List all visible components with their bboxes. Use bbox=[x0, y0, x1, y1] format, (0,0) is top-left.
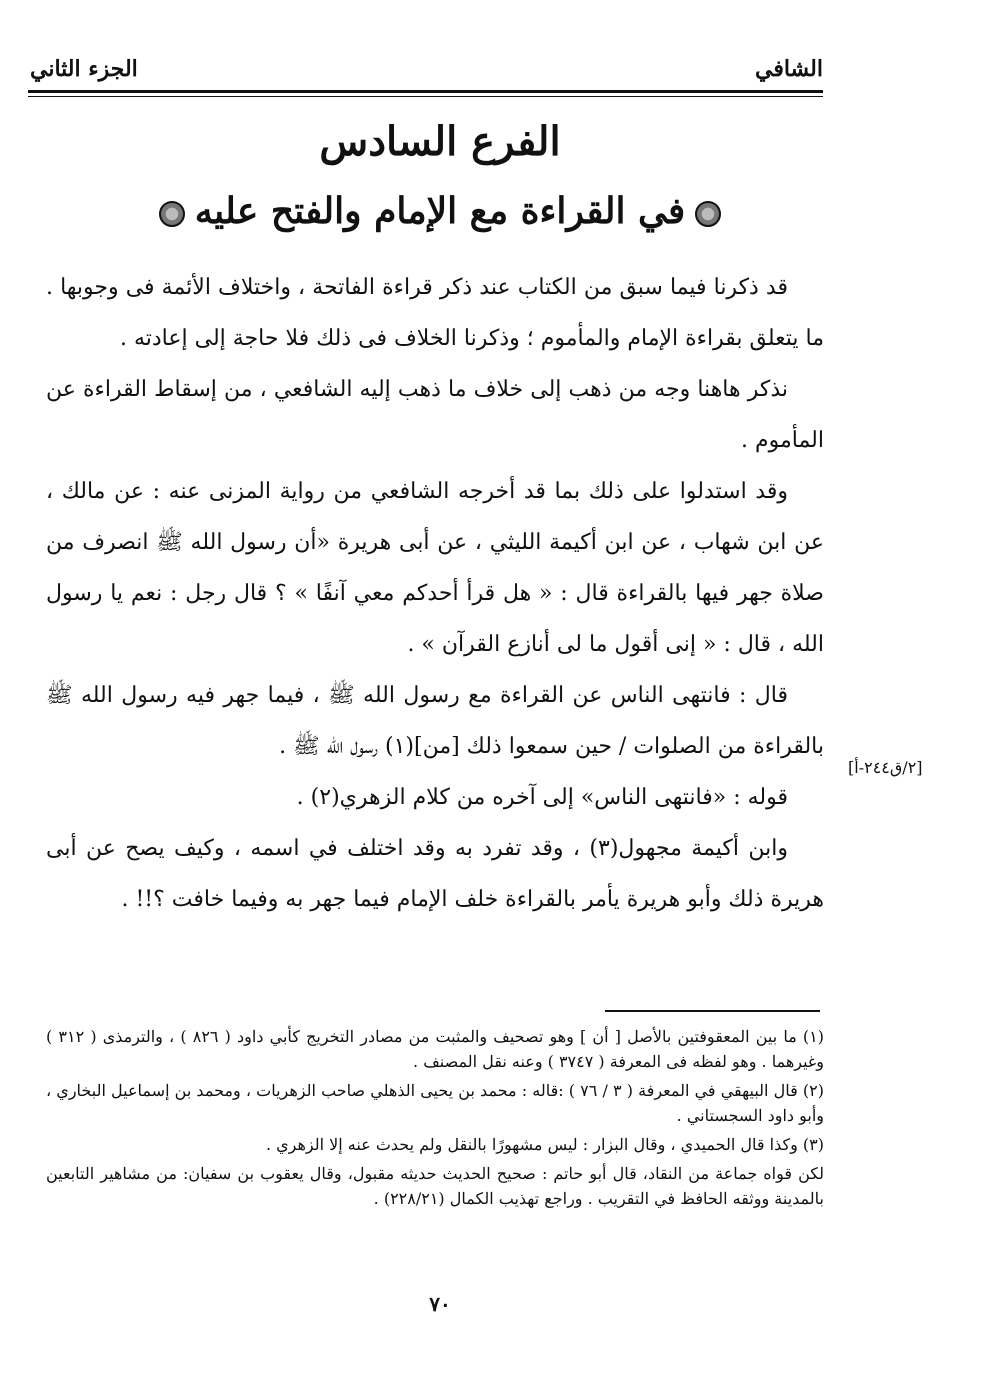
paragraph: قد ذكرنا فيما سبق من الكتاب عند ذكر قراءة الفاتحة ، واختلاف الأئمة فى وجوبها . ما يتعلق بقراءة الإمام والمأموم ؛ وذكرنا الخلاف فى ذلك فلا حاجة إلى إعادته . bbox=[46, 275, 824, 351]
book-title: الشافي bbox=[755, 56, 823, 82]
ornament-right-icon bbox=[695, 201, 721, 227]
running-header bbox=[30, 56, 823, 88]
footnote: (٣) وكذا قال الحميدي ، وقال البزار : ليس مشهورًا بالنقل ولم يحدث عنه إلا الزهري . bbox=[265, 1135, 824, 1154]
ornament-left-icon bbox=[159, 201, 185, 227]
section-title: في القراءة مع الإمام والفتح عليه bbox=[194, 190, 686, 232]
header-rule-thin bbox=[28, 96, 823, 97]
manuscript-folio-note: [٢/ق٢٤٤-أ] bbox=[848, 758, 923, 777]
section-title-line bbox=[60, 190, 820, 232]
chapter-title: الفرع السادس bbox=[319, 118, 561, 165]
header-rule bbox=[28, 90, 823, 93]
paragraph: وقد استدلوا على ذلك بما قد أخرجه الشافعي من رواية المزنى عنه : عن مالك ، عن ابن شهاب ، عن ابن أكيمة الليثي ، عن أبى هريرة «أن رسول الله ﷺ انصرف من صلاة جهر فيها بالقراءة قال : « هل قرأ أحدكم معي آنفًا » ؟ قال رجل : نعم يا رسول الله ، قال : « إنى أقول ما لى أنازع القرآن » . bbox=[46, 479, 824, 657]
paragraph: وابن أكيمة مجهول(٣) ، وقد تفرد به وقد اختلف في اسمه ، وكيف يصح عن أبى هريرة ذلك وأبو هريرة يأمر بالقراءة خلف الإمام فيما جهر به وفيما خافت ؟!! . bbox=[46, 836, 824, 912]
footnote-separator bbox=[605, 1010, 820, 1012]
footnote: (٢) قال البيهقي في المعرفة ( ٣ / ٧٦ ) :قاله : محمد بن يحيى الذهلي صاحب الزهريات ، ومحمد بن إسماعيل البخاري ، وأبو داود السجستاني . bbox=[46, 1081, 825, 1125]
part-label: الجزء الثاني bbox=[30, 56, 138, 82]
page-number: ٧٠ bbox=[429, 1292, 451, 1316]
paragraph: قال : فانتهى الناس عن القراءة مع رسول الله ﷺ ، فيما جهر فيه رسول الله ﷺ بالقراءة من الصلوات / حين سمعوا ذلك [من](١) رسول الله ﷺ . bbox=[46, 683, 824, 759]
footnotes bbox=[46, 1024, 824, 1215]
body-text bbox=[46, 262, 824, 925]
paragraph: نذكر هاهنا وجه من ذهب إلى خلاف ما ذهب إليه الشافعي ، من إسقاط القراءة عن المأموم . bbox=[46, 377, 824, 453]
footnote: (١) ما بين المعقوفتين بالأصل [ أن ] وهو تصحيف والمثبت من مصادر التخريج كأبي داود ( ٨٢٦ ) ، والترمذى ( ٣١٢ ) وغيرهما . وهو لفظه فى المعرفة ( ٣٧٤٧ ) وعنه نقل المصنف . bbox=[46, 1027, 825, 1071]
footnote: لكن قواه جماعة من النقاد، قال أبو حاتم : صحيح الحديث حديثه مقبول، وقال يعقوب بن سفيان: من مشاهير التابعين بالمدينة ووثقه الحافظ في التقريب . وراجع تهذيب الكمال (٢٢٨/٢١) . bbox=[46, 1164, 824, 1208]
paragraph: قوله : «فانتهى الناس» إلى آخره من كلام الزهري(٢) . bbox=[296, 785, 788, 810]
